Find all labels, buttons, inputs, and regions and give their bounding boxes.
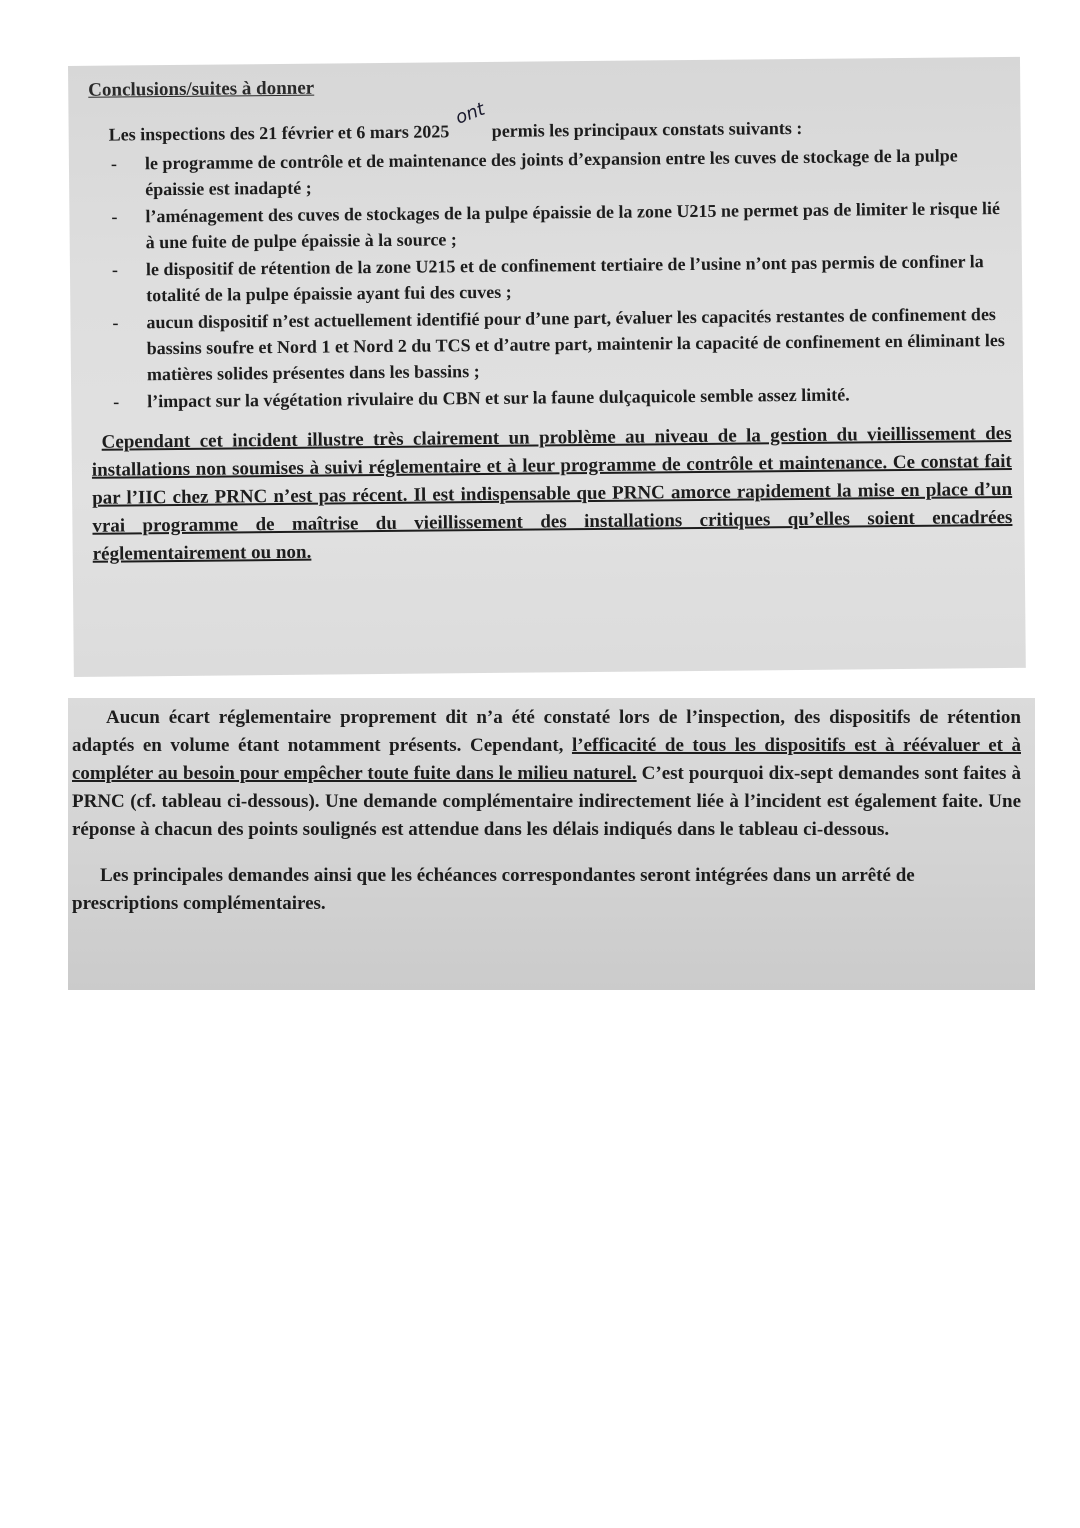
finding-item: - l’aménagement des cuves de stockages de la pulpe épaissie de la zone U215 ne permet pas de limiter le risque lié à une fuite de pulpe épaissie à la source ; (89, 195, 1009, 256)
finding-item: - aucun dispositif n’est actuellement identifié pour d’une part, évaluer les capacités restantes de confinement des bassins soufre et Nord 1 et Nord 2 du TCS et d’autre part, maintenir la capacité de confinement en éliminant les matières solides présentes dans les bassins ; (90, 301, 1011, 388)
intro-text-start: Les inspections des 21 février et 6 mars 2025 (108, 121, 450, 145)
underlined-requirement: l’efficacité de tous les dispositifs est à réévaluer et à compléter au besoin pour empêcher toute fuite dans le milieu naturel. (72, 735, 1021, 784)
finding-item: - l’impact sur la végétation rivulaire du CBN et sur la faune dulçaquicole semble assez limité. (91, 380, 1011, 415)
scanned-excerpt-conclusions (68, 57, 1026, 677)
intro-text-end: permis les principaux constats suivants : (491, 117, 803, 141)
requests-text-start: Aucun écart réglementaire proprement dit n’a été constaté lors de l’inspection, des dispositifs de rétention adaptés en volume étant notamment présents. Cependant, (72, 707, 1021, 756)
finding-item: - le programme de contrôle et de maintenance des joints d’expansion entre les cuves de stockage de la pulpe épaissie est inadapté ; (89, 142, 1009, 203)
underlined-conclusion: Cependant cet incident illustre très clairement un problème au niveau de la gestion du vieillissement des installations non soumises à suivi réglementaire et à leur programme de contrôle et maintenance. Ce constat fait par l’IIC chez PRNC n’est pas récent. Il est indispensable que PRNC amorce rapidement la mise en place d’un vrai programme de maîtrise du vieillissement des installations critiques qu’elles soient encadrées réglementairement ou non. (91, 422, 1013, 565)
prescriptions-paragraph: Les principales demandes ainsi que les échéances correspondantes seront intégrées dans un arrêté de prescriptions complémentaires. (72, 865, 915, 914)
scanned-excerpt-requests (68, 698, 1035, 990)
finding-item: - le dispositif de rétention de la zone U215 et de confinement tertiaire de l’usine n’ont pas permis de confiner la totalité de la pulpe épaissie ayant fui des cuves ; (90, 248, 1010, 309)
requests-paragraph (72, 704, 1021, 844)
handwritten-correction: ont (452, 98, 488, 129)
findings-list (89, 142, 1011, 415)
section-heading: Conclusions/suites à donner (88, 77, 315, 101)
requests-text-end: C’est pourquoi dix-sept demandes sont faites à PRNC (cf. tableau ci-dessous). Une demande complémentaire indirectement liée à l’incident est également faite. Une réponse à chacun des points soulignés est attendue dans les délais indiqués dans le tableau ci-dessous. (72, 763, 1021, 840)
